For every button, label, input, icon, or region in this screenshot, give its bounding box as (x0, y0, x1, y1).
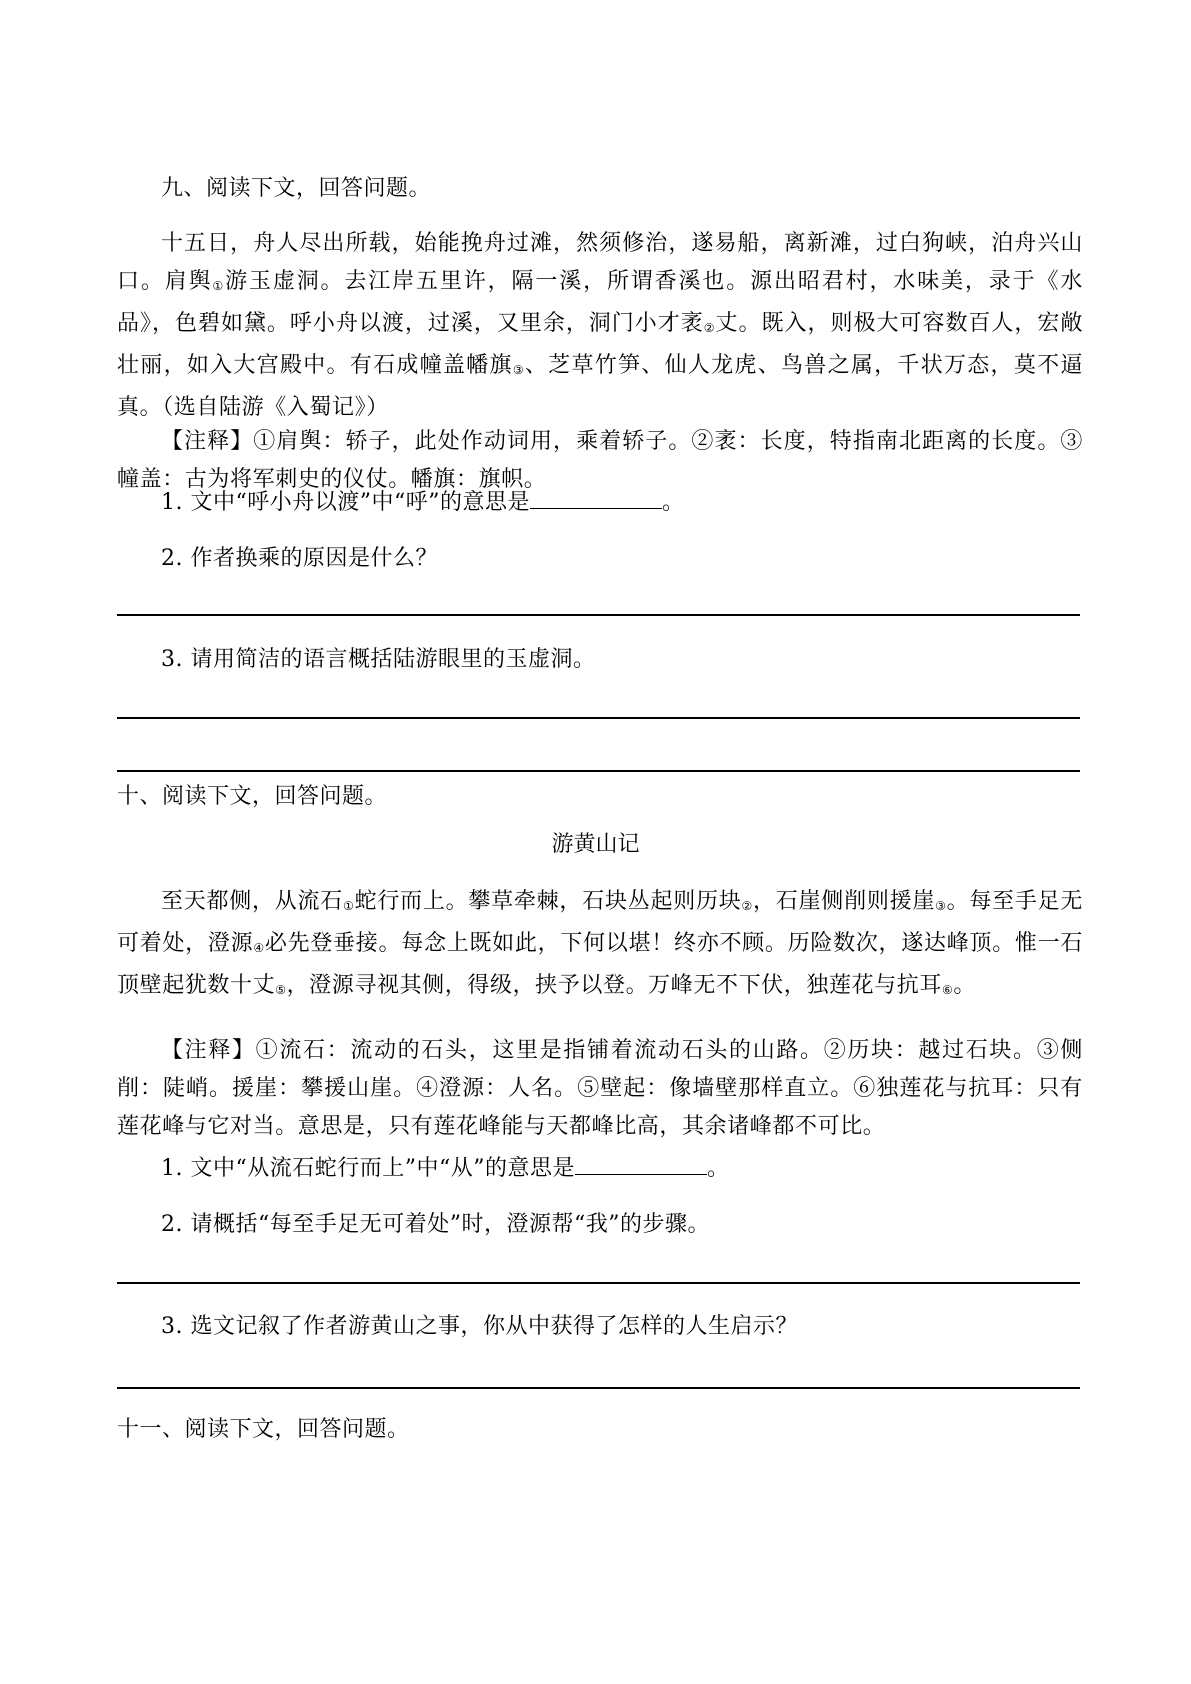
answer-line[interactable] (117, 1282, 1080, 1284)
section-9-question-1: 1. 文中“呼小舟以渡”中“呼”的意思是 。 (161, 484, 685, 522)
section-10-question-3: 3. 选文记叙了作者游黄山之事，你从中获得了怎样的人生启示？ (161, 1314, 798, 1339)
answer-line[interactable] (117, 717, 1080, 719)
section-10-note: 【注释】①流石：流动的石头，这里是指铺着流动石头的山路。②历块：越过石块。③侧削：陡峭。援崖：攀援山崖。④澄源：人名。⑤壁起：像墙壁那样直立。⑥独莲花与抗耳：只有莲花峰与它对当。意思是，只有莲花峰能与天都峰比高，其余诸峰都不可比。 (117, 1038, 1083, 1139)
section-9-question-2: 2. 作者换乘的原因是什么？ (161, 546, 438, 571)
section-9-question-3: 3. 请用简洁的语言概括陆游眼里的玉虚洞。 (161, 647, 596, 672)
section-10-question-2: 2. 请概括“每至手足无可着处”时，澄源帮“我”的步骤。 (161, 1212, 710, 1237)
section-9-passage: 十五日，舟人尽出所载，始能挽舟过滩，然须修治，遂易船，离新滩，过白狗峡，泊舟兴山口。肩舆$_①$游玉虚洞。去江岸五里许，隔一溪，所谓香溪也。源出昭君村，水味美，录于《水品》，色碧如黛。呼小舟以渡，过溪，又里余，洞门小才袤$_②$丈。既入，则极大可容数百人，宏敞壮丽，如入大宫殿中。有石成幢盖幡旗$_③$、芝草竹笋、仙人龙虎、鸟兽之属，千状万态，莫不逼真。（选自陆游《入蜀记》） (117, 231, 1084, 420)
answer-line[interactable] (117, 770, 1080, 772)
section-10-title: 游黄山记 (551, 832, 640, 857)
answer-line[interactable] (117, 614, 1080, 616)
section-9-heading: 九、阅读下文，回答问题。 (161, 176, 432, 201)
section-10-question-1: 1. 文中“从流石蛇行而上”中“从”的意思是 。 (161, 1150, 730, 1188)
answer-blank[interactable] (575, 1150, 707, 1175)
section-9-note: 【注释】①肩舆：轿子，此处作动词用，乘着轿子。②袤：长度，特指南北距离的长度。③幢盖：古为将军刺史的仪仗。幡旗：旗帜。 (117, 429, 1083, 492)
answer-blank[interactable] (530, 484, 662, 509)
answer-line[interactable] (117, 1387, 1080, 1389)
section-10-passage: 至天都侧，从流石$_①$蛇行而上。攀草牵棘，石块丛起则历块$_②$，石崖侧削则援崖$_③$。每至手足无可着处，澄源$_④$必先登垂接。每念上既如此，下何以堪！终亦不顾。历险数次，遂达峰顶。惟一石顶壁起犹数十丈$_⑤$，澄源寻视其侧，得级，挟予以登。万峰无不下伏，独莲花与抗耳$_⑥$。 (117, 889, 1084, 998)
section-11-heading: 十一、阅读下文，回答问题。 (117, 1417, 410, 1442)
section-10-heading: 十、阅读下文，回答问题。 (117, 784, 388, 809)
